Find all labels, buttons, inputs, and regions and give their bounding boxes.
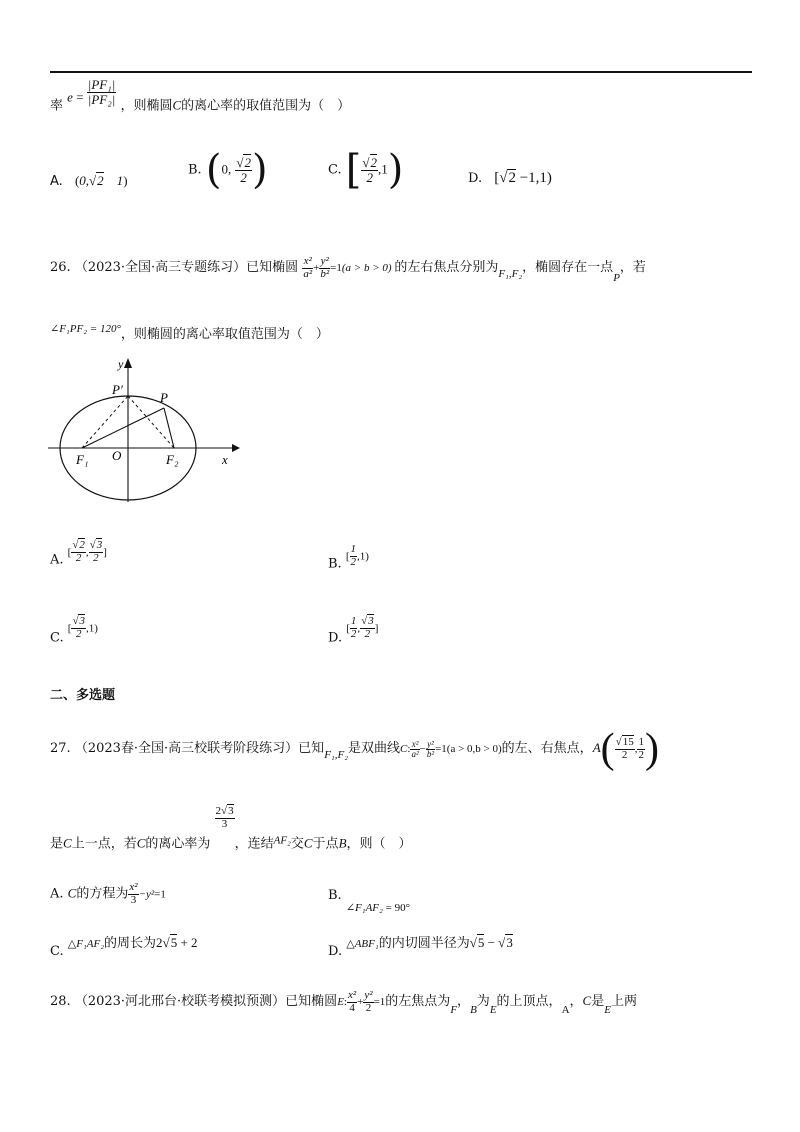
q27-equation: C: $\frac{\text{x²}}{\text{a²}}$ − $\frac{\text{y²}}{\text{b²}}$ =1(a > 0,b > 0) (400, 738, 502, 759)
q27-mid: 的左、右焦点， (501, 740, 593, 756)
section-heading: 二、多选题 (50, 688, 116, 703)
q26-option-c[interactable]: C. [ $\frac{√3}{2}$ ,1) (50, 615, 98, 646)
q25-option-d[interactable]: D. [√2 −1,1) (468, 170, 552, 186)
q27-number: 27. (50, 740, 71, 756)
q26-mid2: ，椭圆存在一点 (522, 260, 614, 275)
q28-number: 28. (50, 994, 71, 1009)
q27-stem-line2: 是C上一点，若C的离心率为 $\frac{2√3}{3}$ ，连结$_{AF_2}$交C于点B，则（ ） (50, 805, 412, 852)
q28-source: （2023·河北邢台·校联考模拟预测）已知椭圆 (74, 994, 338, 1009)
q25-option-b[interactable]: B. (0, $\frac{√2}{2}$ ) (188, 147, 268, 193)
q26-option-a[interactable]: A. [ $\frac{√2}{2}$ , $\frac{√3}{2}$ ] (50, 539, 107, 568)
f1-p-line (82, 408, 164, 448)
y-axis-arrow-icon (124, 358, 132, 368)
q27-option-b[interactable]: B. $_{\angle F_1AF_2 = 90^\circ}$ (328, 888, 410, 914)
q25-e-fraction (87, 78, 117, 106)
q25-tail: ，则椭圆 (120, 98, 173, 114)
q27-source: （2023春·全国·高三校联考阶段练习）已知 (74, 740, 325, 756)
q25-option-a[interactable]: A. (0,√2 1) (50, 173, 128, 189)
q25-lead: 率 (50, 98, 64, 114)
q27-option-a[interactable]: A. C的方程为 $\frac{\text{x²}}{3}$ −y²=1 (50, 881, 166, 906)
q26-point: P (613, 272, 620, 284)
q26-equation: $\frac{\text{x²}}{\text{a²}}$ + $\frac{\text{y²}}{\text{b²}}$ =1(a > b > 0) (303, 255, 392, 280)
q26-foci: F₁,F₂ (498, 268, 523, 280)
q26-end: ，若 (619, 260, 646, 275)
q26-stem (50, 256, 646, 284)
q26-number: 26. (50, 260, 71, 275)
q26-angle-condition: ∠F₁PF₂ = 120° (50, 323, 121, 335)
q25-e-var: e = (67, 89, 87, 105)
q28-stem: 28. （2023·河北邢台·校联考模拟预测）已知椭圆E: $\frac{\text{x²}}{4}$ + $\frac{\text{y²}}{2}$ =1的左焦点为$_F$，$_B$为$_E$的上顶点，$_A$，C是$_E$上两 (50, 989, 637, 1016)
q27-option-c[interactable]: C. △F₁AF₂的周长为2√5 + 2 (50, 935, 198, 959)
q26-ask: ，则椭圆的离心率取值范围为（ ） (120, 327, 329, 342)
q26-stem-line2 (50, 322, 329, 342)
q26-mid: 的左右焦点分别为 (394, 260, 499, 275)
q26-source: （2023·全国·高三专题练习）已知椭圆 (74, 260, 299, 275)
figure-label-pprime: P′ (112, 382, 123, 397)
q25-e-numerator: |PF₁| (87, 77, 116, 92)
q25-stem (50, 78, 350, 114)
figure-label-f2: F₂ (166, 452, 179, 467)
q26-figure (46, 356, 242, 504)
q27-stem (50, 728, 659, 770)
q25-ellipse-name: C (172, 97, 182, 113)
q28-equation: E: $\frac{\text{x²}}{4}$ + $\frac{\text{y²}}{2}$ =1 (337, 989, 386, 1014)
q27-option-d[interactable]: D. △ABF₁的内切圆半径为√5 − √3 (328, 935, 513, 959)
q27-foci: F₁,F₂ (324, 748, 349, 761)
x-axis-arrow-icon (232, 444, 240, 452)
q26-option-b[interactable]: B. [ $\frac{1}{2}$ ,1) (328, 543, 369, 572)
figure-label-x: x (222, 452, 228, 467)
q27-is: 是双曲线 (348, 740, 401, 756)
q27-eccentricity: $\frac{2√3}{3}$ (215, 805, 234, 830)
figure-label-f1: F₁ (76, 452, 89, 467)
header-rule (50, 71, 752, 73)
q25-tail2: 的离心率的取值范围为（ ） (181, 98, 351, 114)
q26-option-d[interactable]: D. [ $\frac{1}{2}$ , $\frac{√3}{2}$ ] (328, 615, 379, 646)
figure-label-y: y (118, 357, 124, 371)
q27-point-a: A( $\frac{√15}{2}$ , $\frac{1}{2}$ ) (592, 726, 659, 772)
figure-label-o: O (112, 448, 122, 463)
q25-option-c[interactable]: C. [ $\frac{√2}{2}$ ,1) (328, 147, 404, 193)
q25-e-denominator: |PF₂| (87, 91, 116, 107)
figure-label-p: P (160, 390, 168, 405)
f1-pprime-line (82, 396, 128, 448)
